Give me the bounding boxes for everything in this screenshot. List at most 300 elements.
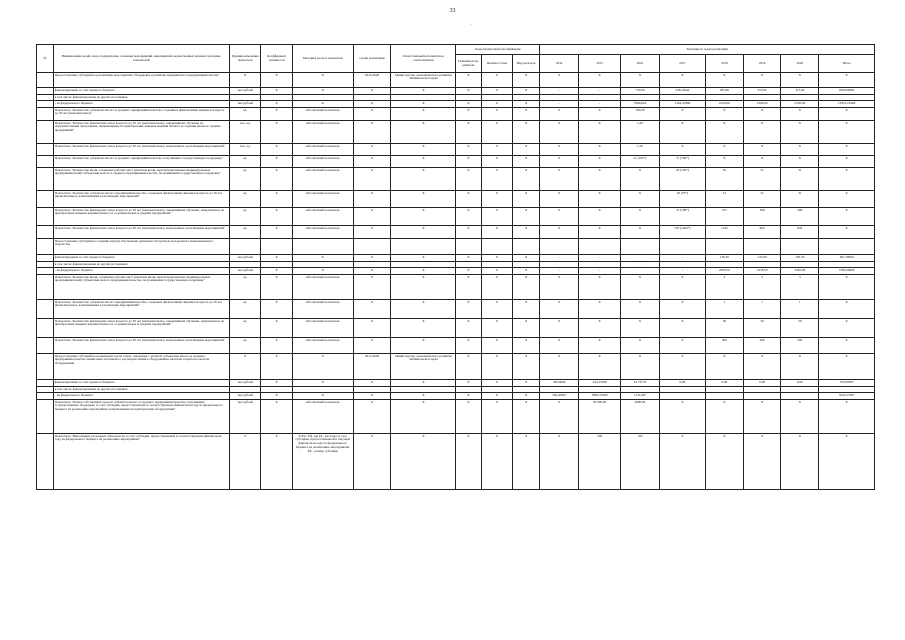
table-cell: ед. (229, 300, 260, 319)
table-cell: X (261, 255, 292, 262)
table-cell: X (579, 354, 621, 380)
table-cell: X (705, 156, 743, 168)
table-cell: тыс.рублей (229, 400, 260, 434)
header-term: Сроки реализации (353, 45, 391, 73)
table-cell: X (579, 338, 621, 354)
table-cell: ед. (229, 191, 260, 208)
table-cell: X (819, 208, 875, 226)
header-year-3: 2017 (659, 55, 705, 73)
table-cell: X (819, 434, 875, 490)
table-cell (37, 121, 54, 144)
table-cell: X (261, 300, 292, 319)
table-cell: в том числе: финансирование из других источников (53, 387, 229, 393)
table-cell: X (353, 226, 391, 239)
table-cell (659, 393, 705, 400)
table-cell: Показатель "Количество физических лиц в возрасте до 30 лет (включительно), завершивших обучение по образовательным программам, направленным на приобретение навыков ведения бизнеса и создания малых и средних предприятий" (53, 121, 229, 144)
table-cell: 31 (743, 191, 781, 208)
table-cell: Показатель "Количество физических лиц в возрасте до 30 лет (включительно), вовлеченных в реализацию мероприятий" (53, 338, 229, 354)
table-cell: X (229, 354, 260, 380)
table-cell: X (513, 208, 540, 226)
table-cell: X (292, 255, 353, 262)
table-cell: X (456, 156, 481, 168)
table-cell (37, 156, 54, 168)
table-cell: 824 (781, 226, 819, 239)
table-cell: 21 (165*) (621, 156, 660, 168)
table-cell (743, 239, 781, 255)
table-row (37, 168, 875, 191)
table-row (37, 88, 875, 95)
table-cell (37, 108, 54, 121)
table-cell: X (292, 73, 353, 88)
table-cell: 2350,00 (781, 101, 819, 108)
table-cell: ед. (229, 226, 260, 239)
table-cell: X (456, 101, 481, 108)
table-cell: 15931,10408 (819, 101, 875, 108)
table-cell: X (456, 400, 481, 434)
table-cell: Предоставление субсидий на создание и (или) обеспечение деятельности центров молодежного инновационного творчества (53, 239, 229, 255)
table-cell: X (391, 268, 456, 275)
table-cell: Предоставление субсидий на возмещение части затрат, связанных с уплатой субъектами малого и среднего предпринимательства лизинговых платежей по договорам лизинга оборудования, включая затраты на монтаж оборудования (53, 354, 229, 380)
table-cell: - из федерального бюджета (53, 101, 229, 108)
table-cell: X (456, 88, 481, 95)
table-cell: X (481, 121, 512, 144)
table-row (37, 275, 875, 300)
table-cell: 1172,907 (621, 393, 660, 400)
table-cell (37, 300, 54, 319)
table-cell: X (579, 191, 621, 208)
table-cell: X (456, 434, 481, 490)
table-cell: X (391, 156, 456, 168)
table-cell: 0,00 (743, 380, 781, 387)
table-cell: X (579, 156, 621, 168)
table-cell: 1 (781, 300, 819, 319)
table-cell (540, 239, 579, 255)
table-cell: X (659, 144, 705, 156)
table-cell: X (513, 338, 540, 354)
table-cell: X (819, 354, 875, 380)
table-cell: 0,00 (781, 380, 819, 387)
table-cell: X (353, 168, 391, 191)
table-cell: X (659, 400, 705, 434)
header-code-1: Целевая статья (481, 55, 512, 73)
table-cell: X (391, 121, 456, 144)
table-cell: X (513, 121, 540, 144)
table-cell: X (819, 319, 875, 338)
table-cell (37, 338, 54, 354)
table-cell (37, 208, 54, 226)
table-cell: Показатель "Количество субъектов малого предпринимательства, созданных физическими лицами в возрасте до 30 лет (включительно), вовлеченными в реализацию мероприятий" (53, 300, 229, 319)
table-cell: X (261, 168, 292, 191)
table-cell: тыс.рублей (229, 393, 260, 400)
table-cell: 1 (743, 300, 781, 319)
table-cell: ед. (229, 338, 260, 354)
table-row (37, 319, 875, 338)
table-cell: X (481, 226, 512, 239)
table-cell: X (781, 156, 819, 168)
table-cell: X (456, 191, 481, 208)
table-cell: 163,50 (781, 255, 819, 262)
table-cell: X (456, 380, 481, 387)
program-table (36, 44, 875, 490)
table-cell: 1,59 (621, 144, 660, 156)
table-cell (261, 239, 292, 255)
table-cell: Министерство экономического развития Забайкальского края (391, 354, 456, 380)
table-cell: X (481, 88, 512, 95)
table-cell: X (513, 275, 540, 300)
table-row (37, 268, 875, 275)
table-cell: X (513, 380, 540, 387)
table-cell: 500 (743, 338, 781, 354)
table-cell: 0,00 (705, 380, 743, 387)
table-cell: Показатель "Количество физических лиц в возрасте до 30 лет (включительно), завершивших обучение, направленное на приобретение навыков ведения бизнеса и создания малых и средних предприятий" (53, 319, 229, 338)
table-cell: X (705, 434, 743, 490)
table-cell: X (659, 73, 705, 88)
table-cell: 1143 (705, 226, 743, 239)
table-cell: X (391, 108, 456, 121)
table-cell: X (621, 168, 660, 191)
table-cell: X (621, 226, 660, 239)
table-cell: X (659, 121, 705, 144)
table-cell: X (481, 101, 512, 108)
table-cell: - (621, 255, 660, 262)
table-cell: 228,18242 (659, 88, 705, 95)
table-cell: X (819, 168, 875, 191)
table-cell: X (353, 156, 391, 168)
table-cell: Абсолютный показатель (292, 400, 353, 434)
table-cell: X (456, 300, 481, 319)
table-cell: X (743, 108, 781, 121)
table-cell: X (353, 101, 391, 108)
table-cell: X (261, 191, 292, 208)
table-cell: X (540, 226, 579, 239)
table-row (37, 239, 875, 255)
table-cell: X (353, 121, 391, 144)
table-cell: X (513, 400, 540, 434)
table-row (37, 191, 875, 208)
table-cell: 500 (781, 338, 819, 354)
table-cell: финансирование за счет краевого бюджета (53, 380, 229, 387)
table-cell: X (353, 255, 391, 262)
table-cell: X (540, 168, 579, 191)
table-cell: X (743, 121, 781, 144)
table-cell: X (659, 434, 705, 490)
table-cell: X (391, 88, 456, 95)
table-cell: X (481, 300, 512, 319)
table-cell: X (353, 144, 391, 156)
table-cell: Показатель "Количество физических лиц в возрасте до 30 лет (включительно), завершивших обучение, направленное на приобретение навыков ведения бизнеса и создания малых и средних предприятий" (53, 208, 229, 226)
table-cell: X (353, 380, 391, 387)
table-cell: X (540, 108, 579, 121)
table-cell: 30 000,00 (579, 400, 621, 434)
table-cell: X (292, 268, 353, 275)
table-cell: X (540, 191, 579, 208)
table-cell: X (621, 275, 660, 300)
table-cell: X (481, 380, 512, 387)
table-cell: 31 (781, 191, 819, 208)
table-cell: 31 (781, 168, 819, 191)
table-cell: 1,20 (621, 121, 660, 144)
table-cell: Показатель "Количество субъектов малого и среднего предпринимательства, получивших государственную поддержку" (53, 156, 229, 168)
table-row (37, 400, 875, 434)
table-cell: 2390,00 (743, 101, 781, 108)
table-cell (781, 239, 819, 255)
table-cell: 136,50 (705, 255, 743, 262)
table-cell: X (456, 255, 481, 262)
table-cell: X (540, 208, 579, 226)
table-cell: X (579, 121, 621, 144)
table-cell (37, 400, 54, 434)
table-cell: X (456, 208, 481, 226)
table-cell: X (705, 354, 743, 380)
table-row (37, 208, 875, 226)
table-cell: 3 (781, 275, 819, 300)
header-code-2: Вид расходов (513, 55, 540, 73)
table-cell: X (481, 255, 512, 262)
table-cell: X (513, 393, 540, 400)
table-cell: X (353, 191, 391, 208)
table-cell: X (513, 191, 540, 208)
table-cell (37, 255, 54, 262)
table-cell: ед. (229, 156, 260, 168)
table-cell (781, 393, 819, 400)
table-cell: X (743, 434, 781, 490)
table-cell: X (659, 300, 705, 319)
table-cell: X (540, 400, 579, 434)
table-row (37, 156, 875, 168)
table-cell: X (261, 144, 292, 156)
table-cell: X (621, 338, 660, 354)
table-cell: X (705, 73, 743, 88)
table-cell (579, 239, 621, 255)
table-cell: X (540, 338, 579, 354)
table-cell: X (513, 226, 540, 239)
table-cell: Показатель "Количество физических лиц в возрасте до 30 лет (включительно), вовлеченных в реализацию мероприятий" (53, 226, 229, 239)
table-cell: X (456, 108, 481, 121)
table-cell: X (819, 108, 875, 121)
table-cell (37, 380, 54, 387)
table-cell: 205,60 (705, 88, 743, 95)
table-cell: X (391, 338, 456, 354)
table-cell: X (353, 108, 391, 121)
table-cell: Абсолютный показатель (292, 121, 353, 144)
table-row (37, 338, 875, 354)
table-cell: X (292, 88, 353, 95)
table-cell: X (513, 300, 540, 319)
table-cell: X (456, 275, 481, 300)
table-cell: X (659, 319, 705, 338)
table-cell: 1800,98362 (819, 88, 875, 95)
table-cell (705, 239, 743, 255)
table-cell: - (659, 268, 705, 275)
table-cell: 343,27408 (579, 380, 621, 387)
table-cell (513, 239, 540, 255)
table-cell: в том числе: финансирование из других источников (53, 95, 229, 101)
table-cell (37, 101, 54, 108)
table-cell: X (353, 400, 391, 434)
table-cell: Абсолютный показатель (292, 226, 353, 239)
table-cell: X (481, 319, 512, 338)
table-cell: X (659, 338, 705, 354)
table-cell: X (481, 191, 512, 208)
table-cell: X (513, 156, 540, 168)
table-cell: X (391, 275, 456, 300)
table-cell: X (391, 400, 456, 434)
table-cell: - (621, 268, 660, 275)
table-row (37, 380, 875, 387)
table-cell: X (456, 354, 481, 380)
table-cell: Показатель "Выполнение расходных обязательств за счет субсидии, предоставленной в соответствующем финансовом году из федерального бюджета на реализацию мероприятия" (53, 434, 229, 490)
table-cell: X (743, 156, 781, 168)
table-cell: X (819, 338, 875, 354)
table-cell: X (621, 73, 660, 88)
table-cell: - (540, 101, 579, 108)
table-cell: X (353, 275, 391, 300)
table-cell: Абсолютный показатель (292, 168, 353, 191)
table-cell: Показатель "Количество субъектов малого и среднего предпринимательства, созданных физическими лицами в возрасте до 30 лет (включительно)" (53, 108, 229, 121)
table-cell: X (481, 268, 512, 275)
header-codes: Коды бюджетной классификации (456, 45, 540, 55)
table-cell (37, 88, 54, 95)
table-cell: Абсолютный показатель (292, 208, 353, 226)
table-row (37, 108, 875, 121)
table-row (37, 300, 875, 319)
table-cell: Предоставление субсидий на реализацию мероприятия "Поддержка и развитие медицинского предпринимательства" (53, 73, 229, 88)
table-cell: 30 (705, 319, 743, 338)
table-cell (37, 268, 54, 275)
table-cell (37, 434, 54, 490)
table-cell: 50 (781, 319, 819, 338)
header-method: Методика расчета показателя (292, 45, 353, 73)
table-cell: 31 (743, 168, 781, 191)
table-cell: X (391, 434, 456, 490)
table-cell (819, 239, 875, 255)
table-cell: X (391, 300, 456, 319)
table-cell: 255,00 (743, 88, 781, 95)
table-cell: Абсолютный показатель (292, 275, 353, 300)
table-cell: Абсолютный показатель (292, 144, 353, 156)
table-cell: X (659, 275, 705, 300)
table-cell: X (743, 354, 781, 380)
table-cell: X (481, 434, 512, 490)
table-cell: X (540, 434, 579, 490)
table-cell: 100 (579, 434, 621, 490)
header-name: Наименование целей, задач, подпрограмм, основных мероприятий, мероприятий, ведомственных целевых программ, показателей (53, 45, 229, 73)
table-cell: 31 (705, 191, 743, 208)
table-cell: X (579, 208, 621, 226)
table-cell: X (540, 156, 579, 168)
header-years-group: Значения по годам реализации (540, 45, 875, 55)
page-number: 33 (449, 8, 456, 14)
table-cell: X (819, 156, 875, 168)
table-cell: 309 (743, 208, 781, 226)
table-cell: X (353, 88, 391, 95)
table-cell: X (819, 191, 875, 208)
table-cell: X (540, 73, 579, 88)
table-cell: 7622,57567 (819, 393, 875, 400)
table-cell: X (621, 191, 660, 208)
table-cell: X (621, 300, 660, 319)
table-cell: Показатель "Количество вновь созданных рабочих мест (включая вновь зарегистрированных индивидуальных предпринимателей) субъектами малого предпринимательства, получившими государственную поддержку" (53, 275, 229, 300)
table-cell: тыс. ед. (229, 144, 260, 156)
table-cell: X (579, 300, 621, 319)
table-cell: X (456, 121, 481, 144)
table-cell: ед. (229, 319, 260, 338)
table-cell: ед. (229, 108, 260, 121)
table-cell: X (513, 319, 540, 338)
table-cell: - из федерального бюджета (53, 393, 229, 400)
table-cell (481, 239, 512, 255)
table-cell: Абсолютный показатель (292, 300, 353, 319)
table-cell: X (743, 144, 781, 156)
table-cell: X (391, 168, 456, 191)
table-cell: тыс. ед. (229, 121, 260, 144)
table-cell: X (391, 101, 456, 108)
table-cell: тыс.рублей (229, 380, 260, 387)
table-cell: X (456, 144, 481, 156)
table-cell: X (261, 108, 292, 121)
table-cell: X (781, 73, 819, 88)
table-cell: X (481, 156, 512, 168)
table-cell: X (540, 275, 579, 300)
table-cell: X (621, 354, 660, 380)
table-cell (37, 275, 54, 300)
table-cell: X (391, 191, 456, 208)
table-cell: 2639,50 (705, 268, 743, 275)
table-cell: ед. (229, 208, 260, 226)
table-cell: X (659, 108, 705, 121)
table-cell: Абсолютный показатель (292, 156, 353, 168)
table-cell: 475 (705, 208, 743, 226)
table-cell: - (579, 255, 621, 262)
table-cell: 584,45867 (540, 393, 579, 400)
header-year-0: 2014 (540, 55, 579, 73)
table-cell: X (456, 393, 481, 400)
table-cell: X (456, 268, 481, 275)
table-cell: Абсолютный показатель (292, 319, 353, 338)
table-cell: 705,00587 (819, 380, 875, 387)
table-cell: X (513, 88, 540, 95)
table-cell: финансирование за счет краевого бюджета (53, 255, 229, 262)
table-cell: X (579, 108, 621, 121)
table-cell (37, 144, 54, 156)
table-cell (353, 239, 391, 255)
table-cell: тыс.рублей (229, 268, 260, 275)
table-cell: X (391, 255, 456, 262)
table-cell: X (819, 73, 875, 88)
table-cell: X (229, 73, 260, 88)
table-cell: X (781, 400, 819, 434)
table-cell: X (819, 144, 875, 156)
table-cell: X (705, 144, 743, 156)
table-cell: X (481, 393, 512, 400)
table-row (37, 393, 875, 400)
table-row (37, 73, 875, 88)
table-cell: - (659, 255, 705, 262)
header-year-2: 2016 (621, 55, 660, 73)
table-cell: 461,50000 (819, 255, 875, 262)
table-row (37, 144, 875, 156)
table-cell: X (456, 319, 481, 338)
table-cell: X (579, 168, 621, 191)
table-cell: 61,73179 (621, 380, 660, 387)
table-cell: X (513, 108, 540, 121)
table-cell (391, 239, 456, 255)
table-cell: X (391, 144, 456, 156)
table-row (37, 121, 875, 144)
table-cell: X (353, 393, 391, 400)
table-cell: X (579, 73, 621, 88)
table-cell: X (391, 380, 456, 387)
